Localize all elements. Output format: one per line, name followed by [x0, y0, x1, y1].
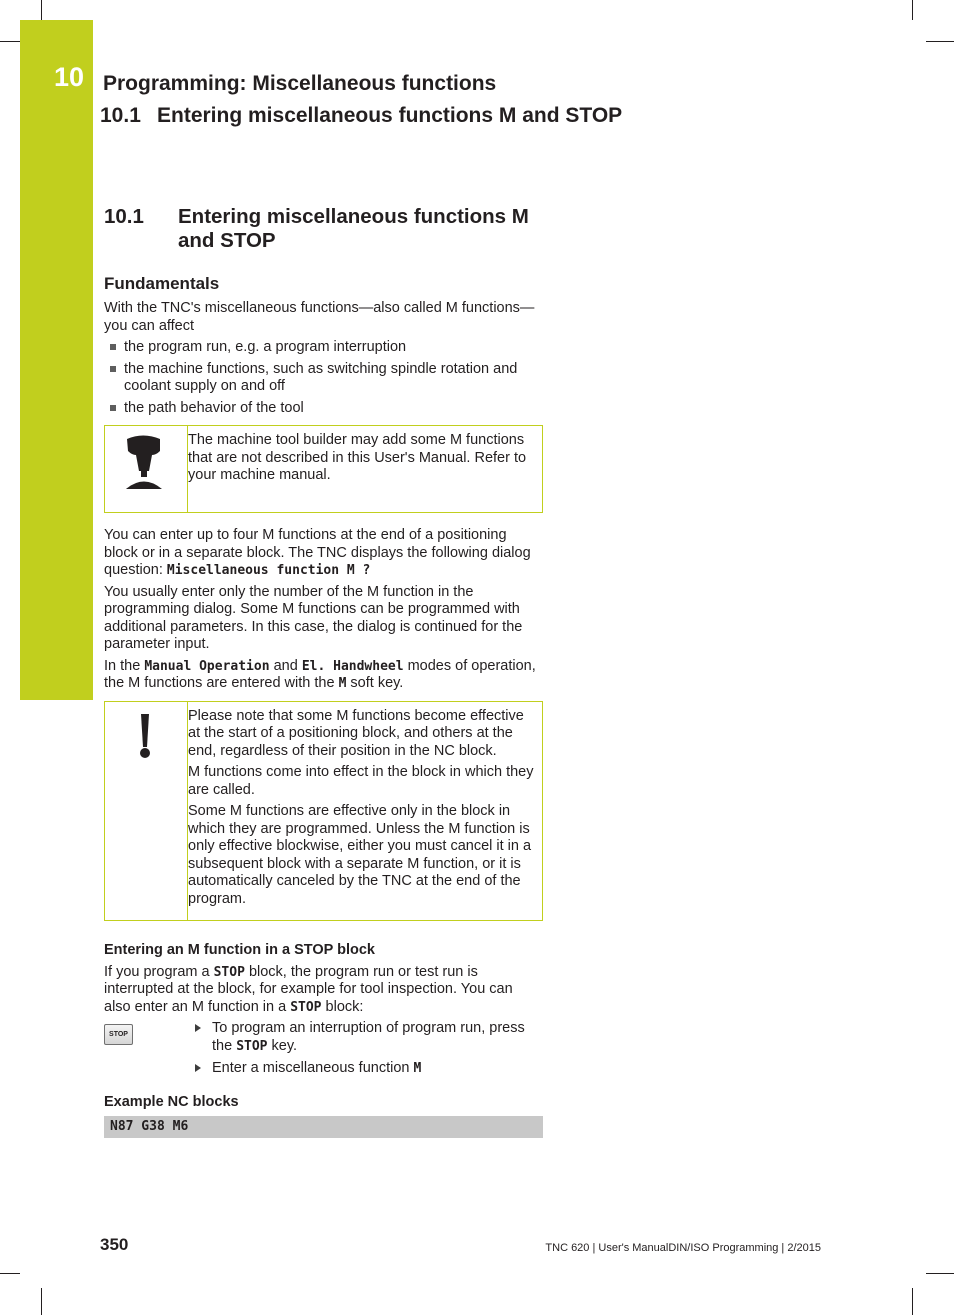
text-fragment: block: — [325, 998, 364, 1015]
warning-paragraph: Please note that some M functions become effective at the start of a positioning block, and others at the end, regardless of their position in the NC block. — [188, 707, 524, 759]
running-section-title: Entering miscellaneous functions M and STOP — [157, 104, 623, 127]
crop-mark — [41, 0, 42, 20]
section-title: Entering miscellaneous functions M and STOP — [178, 205, 529, 252]
key-column — [104, 1020, 192, 1083]
warning-paragraph: Some M functions are effective only in the block in which they are programmed. Unless the M function is only effective blockwise, either you must cancel it in a subsequent block with a separate M function, or it is automatically canceled by the TNC at the end of the program. — [188, 803, 532, 907]
machine-builder-note — [104, 425, 543, 513]
crop-mark — [41, 1288, 42, 1315]
dialog-question: Miscellaneous function M ? — [166, 563, 371, 578]
list-item: the program run, e.g. a program interruption — [104, 339, 543, 357]
mode-el-handwheel: El. Handwheel — [301, 658, 404, 674]
fundamentals-intro: With the TNC's miscellaneous functions—also called M functions—you can affect — [104, 300, 535, 334]
step-item — [192, 1020, 527, 1055]
crop-mark — [926, 1273, 954, 1274]
section-heading — [104, 205, 543, 253]
text-fragment: and — [273, 657, 298, 674]
main-content — [104, 205, 543, 1138]
running-section-number: 10.1 — [100, 104, 141, 127]
footer-text: TNC 620 | User's ManualDIN/ISO Programming | 2/2015 — [545, 1242, 821, 1254]
example-code-block: N87 G38 M6 — [104, 1116, 543, 1138]
text-fragment: If you program a — [104, 963, 210, 980]
stop-block-heading: Entering an M function in a STOP block — [104, 941, 375, 958]
text-fragment: In the — [104, 657, 141, 674]
warning-paragraph: M functions come into effect in the block in which they are called. — [188, 764, 534, 798]
mode-manual-operation: Manual Operation — [144, 658, 270, 674]
chapter-title: Programming: Miscellaneous functions — [103, 72, 497, 95]
list-item: the path behavior of the tool — [104, 400, 543, 418]
note-icon-column — [105, 702, 188, 920]
para-dialog-text: You can enter up to four M functions at the end of a positioning block or in a separate block. The TNC displays the following dialog question: — [104, 527, 531, 578]
para-dialog — [104, 527, 543, 580]
text-fragment: modes of operation, the M functions are entered with the — [104, 657, 536, 691]
crop-mark — [926, 41, 954, 42]
warning-note — [104, 701, 543, 921]
para-number-entry: You usually enter only the number of the M function in the programming dialog. Some M functions can be programmed with additional parameters. In this case, the dialog is continued for the parameter input. — [104, 583, 523, 652]
crop-mark — [912, 0, 913, 20]
note-text — [188, 702, 542, 920]
para-operating-modes — [104, 658, 543, 693]
running-section-header — [100, 104, 622, 128]
fundamentals-heading: Fundamentals — [104, 274, 220, 293]
m-soft-key-label: M — [338, 676, 347, 691]
crop-mark — [912, 1288, 913, 1315]
machine-builder-note-text: The machine tool builder may add some M functions that are not described in this User's Manual. Refer to your machine manual. — [188, 432, 527, 483]
stop-steps — [104, 1020, 543, 1083]
crop-mark — [0, 41, 20, 42]
example-heading: Example NC blocks — [104, 1093, 239, 1110]
stop-block-intro — [104, 964, 543, 1017]
crop-mark — [0, 1273, 20, 1274]
chapter-tab — [20, 20, 93, 700]
stop-keyword: STOP — [213, 964, 245, 980]
stop-keyword: STOP — [290, 999, 322, 1015]
stop-keyword: STOP — [236, 1038, 268, 1054]
chapter-number: 10 — [54, 62, 85, 92]
step-list — [192, 1020, 527, 1083]
stop-key-button[interactable]: STOP — [104, 1024, 133, 1045]
text-fragment: soft key. — [350, 675, 404, 691]
text-fragment: To program an interruption of program run, press the — [212, 1020, 525, 1054]
fundamentals-list — [104, 339, 543, 417]
text-fragment: block, the program run or test run is interrupted at the block, for example for tool inspection. You can also enter an M function in a — [104, 963, 513, 1015]
section-number: 10.1 — [104, 205, 144, 228]
text-fragment: key. — [271, 1037, 298, 1054]
note-text — [188, 426, 542, 512]
step-item — [192, 1060, 527, 1078]
page-number: 350 — [100, 1235, 129, 1254]
list-item: the machine functions, such as switching spindle rotation and coolant supply on and off — [104, 361, 543, 396]
text-fragment: Enter a miscellaneous function — [212, 1060, 410, 1076]
m-keyword: M — [413, 1061, 422, 1076]
note-icon-column — [105, 426, 188, 512]
